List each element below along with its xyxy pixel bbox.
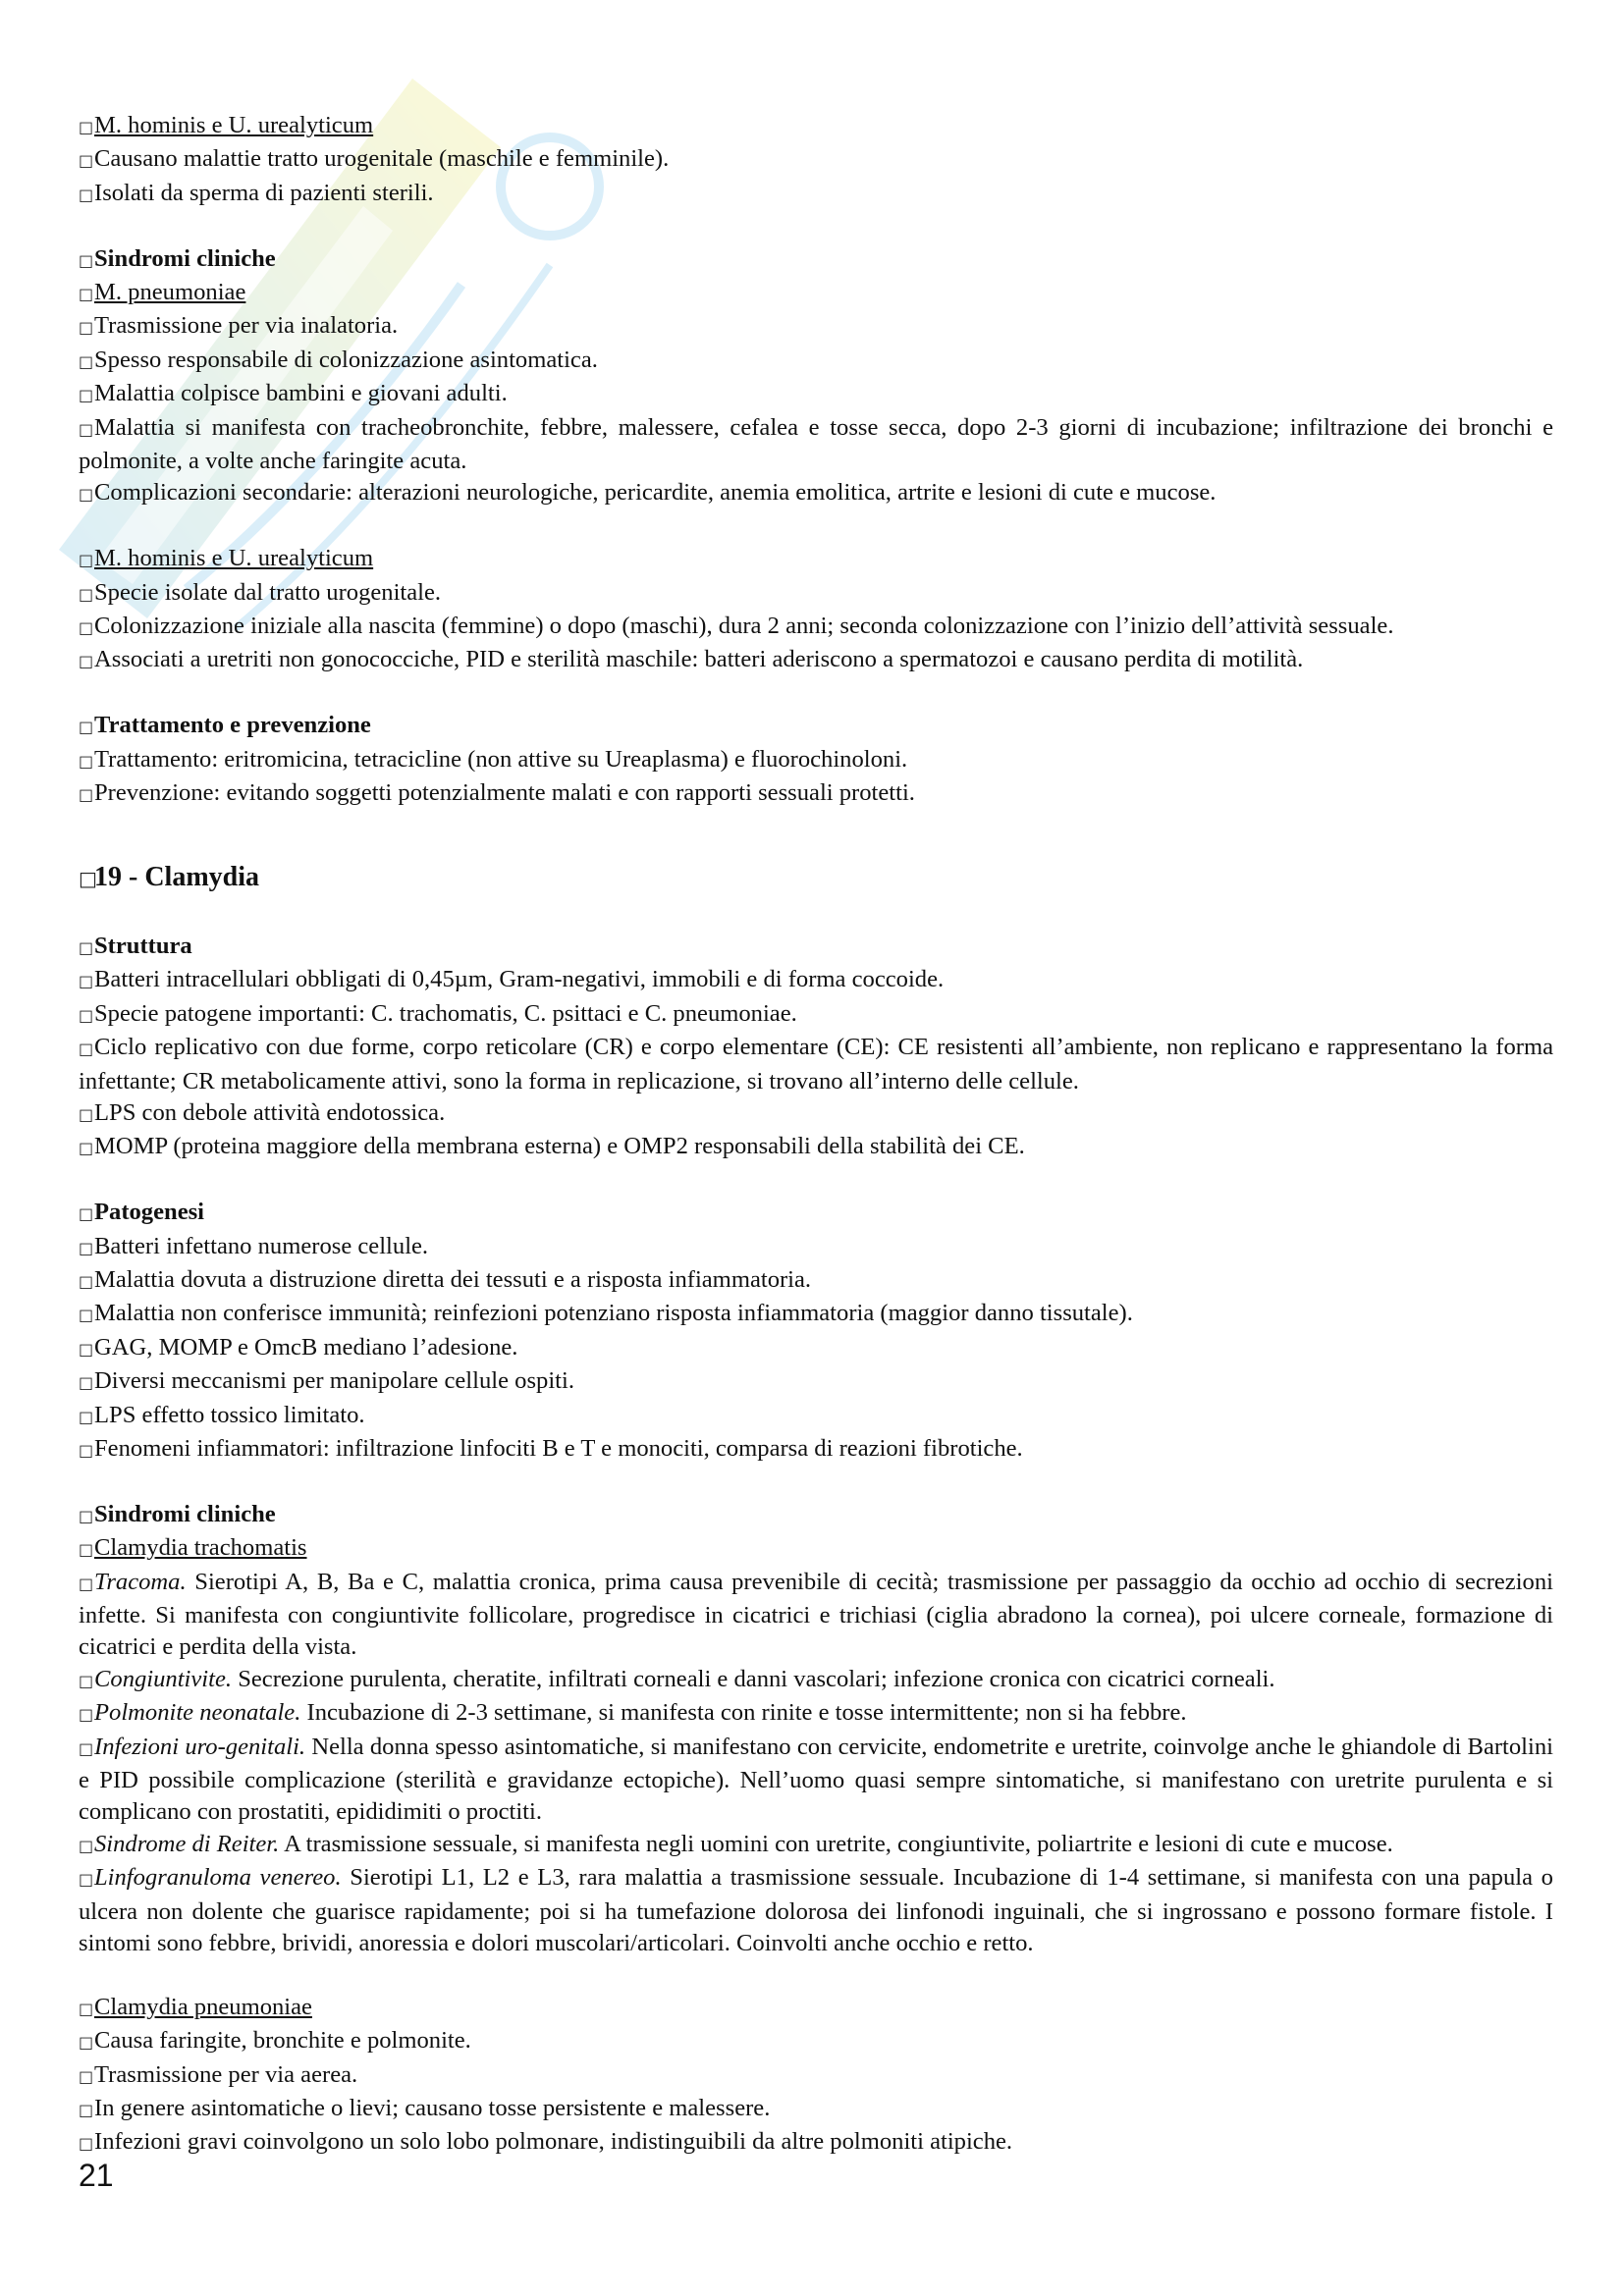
subsection-heading — [79, 1992, 1553, 2025]
term-label: Tracoma. — [94, 1568, 187, 1595]
section-heading — [79, 243, 1553, 277]
list-item-text: MOMP (proteina maggiore della membrana esterna) e OMP2 responsabili della stabilità dei CE. — [94, 1133, 1025, 1160]
bullet-icon: □ — [79, 386, 94, 405]
list-item — [79, 1433, 1553, 1467]
list-item-text: Sierotipi L1, L2 e L3, rara malattia a trasmissione sessuale. Incubazione di 1-4 settimane, si manifesta con una papula o ulcera non dolente che guarisce rapidamente; poi si ha tumefazione dolorosa dei linfonodi inguinali, che si ingrossano e possono formare fistole. I sintomi sono febbre, brividi, anoressia e dolori muscolari/articolari. Coinvolti anche occhio e retto. — [79, 1864, 1553, 1957]
chapter-heading — [79, 858, 1553, 898]
bullet-icon: □ — [79, 937, 94, 957]
list-item — [79, 2093, 1553, 2126]
bullet-icon: □ — [79, 1999, 94, 2018]
subsection-title: M. hominis e U. urealyticum — [94, 112, 374, 138]
subsection-heading — [79, 543, 1553, 576]
bullet-icon: □ — [79, 1836, 94, 1855]
list-item-text: Diversi meccanismi per manipolare cellule ospiti. — [94, 1367, 574, 1395]
bullet-icon: □ — [79, 1705, 94, 1725]
spacer — [79, 678, 1553, 710]
list-item — [79, 998, 1553, 1032]
bullet-icon: □ — [79, 1139, 94, 1158]
bullet-icon: □ — [79, 250, 94, 270]
bullet-icon: □ — [79, 1306, 94, 1325]
bullet-icon: □ — [79, 718, 94, 737]
bullet-icon: □ — [79, 2101, 94, 2120]
list-item-text: Associati a uretriti non gonococciche, PID e sterilità maschile: batteri aderiscono a spermatozoi e causano perdita di motilità. — [94, 646, 1304, 673]
bullet-icon: □ — [79, 2033, 94, 2053]
list-item — [79, 1400, 1553, 1433]
list-item — [79, 1131, 1553, 1164]
list-item — [79, 2025, 1553, 2058]
spacer — [79, 211, 1553, 242]
list-item — [79, 964, 1553, 997]
section-title: Sindromi cliniche — [94, 1500, 276, 1527]
document-page — [79, 110, 1553, 2161]
list-item — [79, 611, 1553, 644]
list-item-text: Isolati da sperma di pazienti sterili. — [94, 179, 434, 206]
list-item — [79, 477, 1553, 510]
list-item-text: Infezioni gravi coinvolgono un solo lobo polmonare, indistinguibili da altre polmoniti atipiche. — [94, 2128, 1013, 2156]
bullet-icon: □ — [79, 652, 94, 671]
section-title: Struttura — [94, 932, 192, 959]
list-item-text: Prevenzione: evitando soggetti potenzialmente malati e con rapporti sessuali protetti. — [94, 779, 915, 807]
list-item-text: Trasmissione per via inalatoria. — [94, 312, 399, 340]
bullet-icon: □ — [79, 1339, 94, 1359]
list-item-text: Batteri intracellulari obbligati di 0,45µm, Gram-negativi, immobili e di forma coccoide. — [94, 966, 945, 993]
list-item — [79, 1032, 1553, 1097]
subsection-heading — [79, 277, 1553, 310]
spacer — [79, 811, 1553, 858]
bullet-icon: □ — [79, 618, 94, 638]
term-label: Sindrome di Reiter. — [94, 1830, 280, 1857]
list-item-text: Trasmissione per via aerea. — [94, 2060, 358, 2088]
list-item — [79, 1097, 1553, 1131]
list-item — [79, 378, 1553, 411]
bullet-icon: □ — [79, 584, 94, 604]
section-title: Sindromi cliniche — [94, 244, 276, 272]
list-item-text: Specie patogene importanti: C. trachomatis, C. psittaci e C. pneumoniae. — [94, 999, 797, 1027]
list-item-text: Colonizzazione iniziale alla nascita (femmine) o dopo (maschi), dura 2 anni; seconda colonizzazione con l’inizio dell’attività sessuale. — [94, 613, 1394, 640]
section-heading — [79, 1499, 1553, 1532]
list-item-text: Spesso responsabile di colonizzazione asintomatica. — [94, 346, 598, 373]
list-item — [79, 2059, 1553, 2093]
list-item-text: LPS effetto tossico limitato. — [94, 1401, 365, 1428]
section-heading — [79, 1197, 1553, 1230]
bullet-icon: □ — [79, 1671, 94, 1690]
list-item-text: Specie isolate dal tratto urogenitale. — [94, 578, 442, 606]
list-item — [79, 1264, 1553, 1298]
bullet-icon: □ — [79, 1506, 94, 1525]
subsection-title: Clamydia trachomatis — [94, 1534, 307, 1562]
subsection-title: Clamydia pneumoniae — [94, 1993, 312, 2020]
section-heading — [79, 931, 1553, 964]
list-item-text: Trattamento: eritromicina, tetracicline (non attive su Ureaplasma) e fluorochinoloni. — [94, 745, 908, 773]
list-item — [79, 2126, 1553, 2160]
section-title: Trattamento e prevenzione — [94, 712, 371, 739]
subsection-heading — [79, 110, 1553, 143]
bullet-icon: □ — [79, 2066, 94, 2086]
bullet-icon: □ — [79, 1104, 94, 1124]
bullet-icon: □ — [79, 785, 94, 805]
bullet-icon: □ — [79, 551, 94, 570]
list-item — [79, 1829, 1553, 1862]
chapter-title: 19 - Clamydia — [94, 862, 259, 893]
bullet-icon: □ — [79, 151, 94, 171]
list-item — [79, 1862, 1553, 1959]
spacer — [79, 511, 1553, 543]
spacer — [79, 898, 1553, 930]
section-heading — [79, 710, 1553, 743]
bullet-icon: □ — [79, 318, 94, 338]
list-item — [79, 310, 1553, 344]
bullet-icon: □ — [79, 867, 97, 891]
bullet-icon: □ — [79, 1540, 94, 1560]
bullet-icon: □ — [79, 1407, 94, 1426]
list-item — [79, 577, 1553, 611]
term-label: Infezioni uro-genitali. — [94, 1733, 306, 1760]
bullet-icon: □ — [79, 1373, 94, 1393]
term-label: Polmonite neonatale. — [94, 1699, 301, 1727]
list-item-text: Secrezione purulenta, cheratite, infiltrati corneali e danni vascolari; infezione cronica con cicatrici corneali. — [232, 1665, 1275, 1692]
list-item-text: Ciclo replicativo con due forme, corpo reticolare (CR) e corpo elementare (CE): CE resistenti all’ambiente, non replicano e rappresentano la forma infettante; CR metabolicamente attivi, sono la forma in replicazione, si trovano all’interno delle cellule. — [79, 1034, 1553, 1095]
spacer — [79, 1165, 1553, 1197]
bullet-icon: □ — [79, 1574, 94, 1593]
bullet-icon: □ — [79, 485, 94, 505]
list-item-text: Malattia si manifesta con tracheobronchite, febbre, malessere, cefalea e tosse secca, dopo 2-3 giorni di incubazione; infiltrazione dei bronchi e polmonite, a volte anche faringite acuta. — [79, 413, 1553, 475]
list-item — [79, 644, 1553, 677]
list-item — [79, 1697, 1553, 1731]
list-item — [79, 1732, 1553, 1829]
list-item-text: LPS con debole attività endotossica. — [94, 1098, 446, 1126]
subsection-title: M. hominis e U. urealyticum — [94, 545, 374, 572]
list-item-text: Incubazione di 2-3 settimane, si manifesta con rinite e tosse intermittente; non si ha febbre. — [300, 1699, 1187, 1727]
list-item-text: Batteri infettano numerose cellule. — [94, 1232, 429, 1259]
list-item-text: A trasmissione sessuale, si manifesta negli uomini con uretrite, congiuntivite, poliartrite e lesioni di cute e mucose. — [279, 1830, 1393, 1857]
bullet-icon: □ — [79, 2134, 94, 2154]
term-label: Congiuntivite. — [94, 1665, 233, 1692]
bullet-icon: □ — [79, 751, 94, 771]
term-label: Linfogranuloma venereo. — [94, 1864, 342, 1892]
bullet-icon: □ — [79, 1040, 94, 1059]
list-item — [79, 1567, 1553, 1664]
bullet-icon: □ — [79, 1738, 94, 1758]
bullet-icon: □ — [79, 1271, 94, 1291]
bullet-icon: □ — [79, 1870, 94, 1890]
bullet-icon: □ — [79, 1238, 94, 1257]
list-item — [79, 1231, 1553, 1264]
list-item-text: GAG, MOMP e OmcB mediano l’adesione. — [94, 1333, 518, 1361]
list-item — [79, 178, 1553, 211]
bullet-icon: □ — [79, 118, 94, 136]
subsection-heading — [79, 1532, 1553, 1566]
bullet-icon: □ — [79, 419, 94, 439]
list-item — [79, 777, 1553, 811]
list-item — [79, 412, 1553, 478]
list-item-text: Malattia non conferisce immunità; reinfezioni potenziano risposta infiammatoria (maggior danno tissutale). — [94, 1300, 1133, 1327]
page-number: 21 — [79, 2158, 114, 2193]
spacer — [79, 1467, 1553, 1498]
bullet-icon: □ — [79, 185, 94, 204]
spacer — [79, 1959, 1553, 1991]
list-item-text: Causano malattie tratto urogenitale (maschile e femminile). — [94, 145, 670, 173]
list-item-text: Malattia dovuta a distruzione diretta dei tessuti e a risposta infiammatoria. — [94, 1265, 812, 1293]
list-item — [79, 1664, 1553, 1697]
list-item-text: Fenomeni infiammatori: infiltrazione linfociti B e T e monociti, comparsa di reazioni fibrotiche. — [94, 1434, 1023, 1462]
list-item-text: Sierotipi A, B, Ba e C, malattia cronica, prima causa prevenibile di cecità; trasmissione per passaggio da occhio ad occhio di secrezioni infette. Si manifesta con congiuntivite follicolare, progredisce in cicatrici e trichiasi (ciglia abradono la cornea), poi ulcere corneale, formazione di cicatrici e perdita della vista. — [79, 1568, 1553, 1661]
list-item-text: Causa faringite, bronchite e polmonite. — [94, 2027, 471, 2055]
bullet-icon: □ — [79, 1440, 94, 1460]
bullet-icon: □ — [79, 351, 94, 371]
list-item — [79, 744, 1553, 777]
list-item-text: Complicazioni secondarie: alterazioni neurologiche, pericardite, anemia emolitica, artrite e lesioni di cute e mucose. — [94, 479, 1217, 507]
list-item-text: In genere asintomatiche o lievi; causano tosse persistente e malessere. — [94, 2095, 771, 2122]
bullet-icon: □ — [79, 1204, 94, 1224]
bullet-icon: □ — [79, 285, 94, 304]
list-item — [79, 345, 1553, 378]
list-item — [79, 1332, 1553, 1365]
list-item — [79, 143, 1553, 177]
list-item — [79, 1298, 1553, 1331]
subsection-title: M. pneumoniae — [94, 279, 246, 306]
bullet-icon: □ — [79, 972, 94, 991]
list-item-text: Malattia colpisce bambini e giovani adulti. — [94, 380, 508, 407]
list-item-text: Nella donna spesso asintomatiche, si manifestano con cervicite, endometrite e uretrite, coinvolge anche le ghiandole di Bartolini e PID possibile complicazione (sterilità e gravidanze ectopiche). Nell’uomo quasi sempre sintomatiche, si manifestano con uretrite purulenta e si complicano con prostatiti, epididimiti o proctiti. — [79, 1733, 1553, 1826]
section-title: Patogenesi — [94, 1199, 205, 1226]
list-item — [79, 1365, 1553, 1399]
bullet-icon: □ — [79, 1005, 94, 1025]
